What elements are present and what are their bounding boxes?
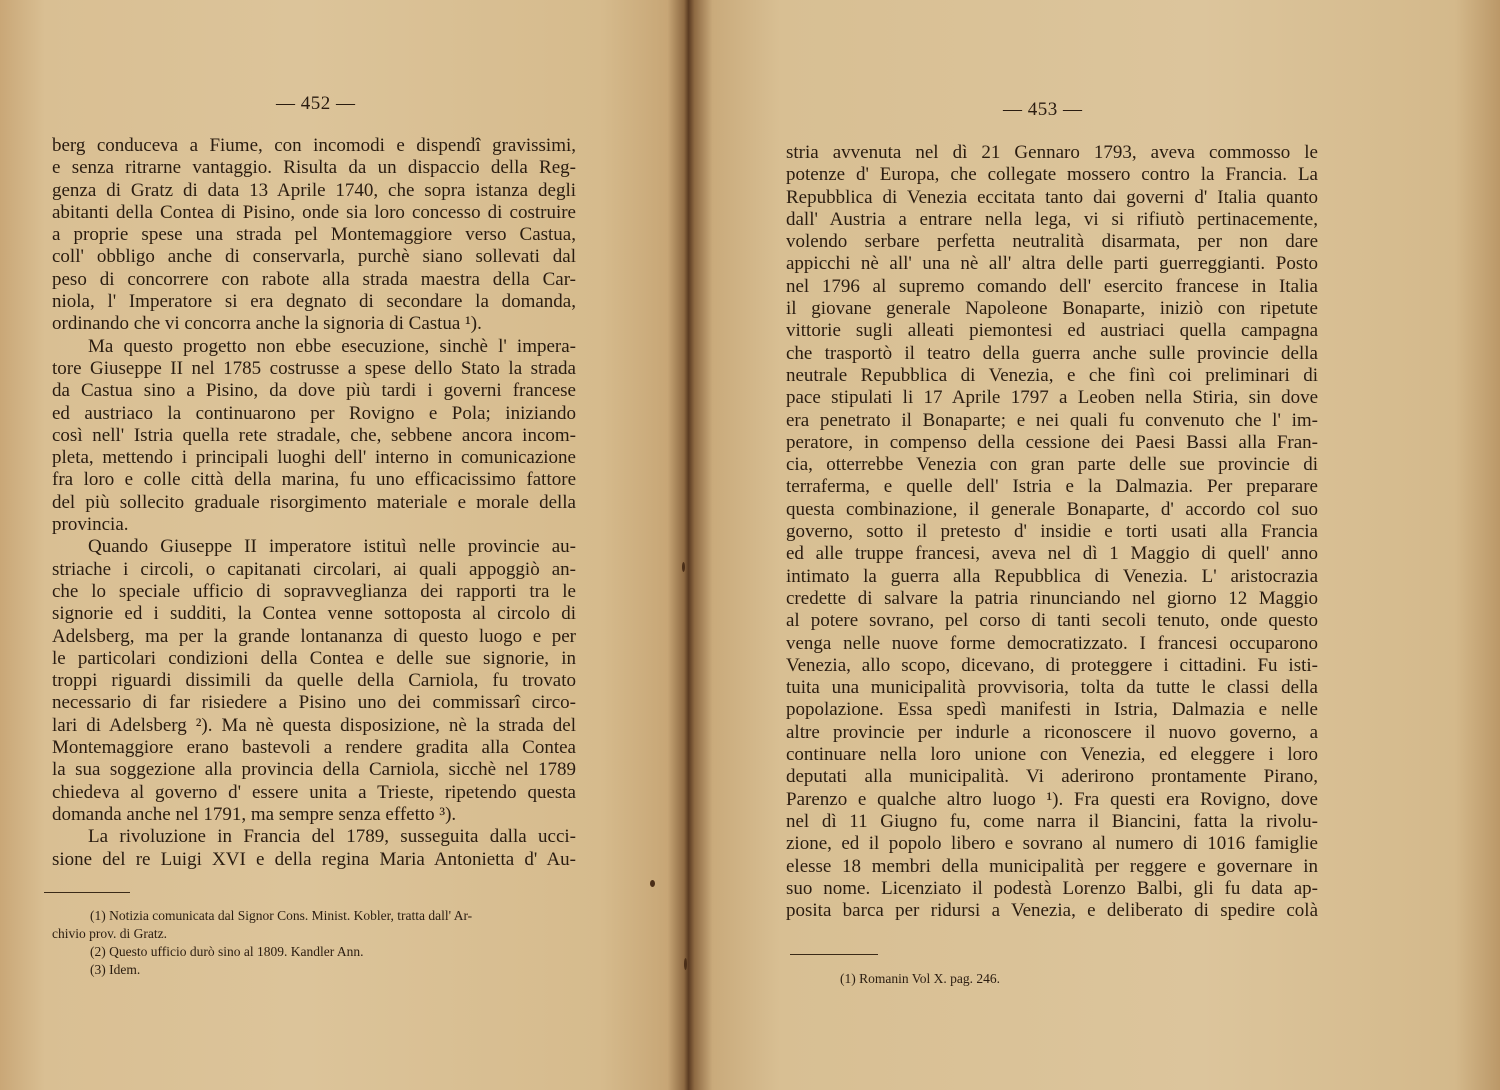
text-line: vittorie sugli alleati piemontesi ed austriaci quella campagna — [786, 320, 1318, 342]
text-line: terraferma, e quelle dell' Istria e la Dalmazia. Per preparare — [786, 476, 1318, 498]
text-line: Montemaggiore erano bastevoli a rendere gradita alla Contea — [52, 737, 576, 759]
text-line: credette di salvare la patria rinunciando nel giorno 12 Maggio — [786, 587, 1318, 609]
text-line: tuita una municipalità provvisoria, tolta da tutte le classi della — [786, 677, 1318, 699]
text-line: che lo speciale ufficio di sopravveglianza dei rapporti tra le — [52, 580, 576, 602]
text-line: necessario di far risiedere a Pisino uno dei commissarî circo- — [52, 692, 576, 714]
text-line: pace stipulati li 17 Aprile 1797 a Leoben nella Stiria, sin dove — [786, 387, 1318, 409]
ink-spot — [684, 958, 687, 970]
text-line: striache i circoli, o capitanati circolari, ai quali appoggiò an- — [52, 558, 576, 580]
text-line: potenze d' Europa, che collegate mossero contro la Francia. La — [786, 164, 1318, 186]
right-page-number: — 453 — — [1003, 99, 1083, 120]
text-line: neutrale Repubblica di Venezia, e che finì coi preliminari di — [786, 364, 1318, 386]
left-page-number: — 452 — — [276, 93, 356, 114]
text-line: suo nome. Licenziato il podestà Lorenzo Balbi, gli fu data ap- — [786, 877, 1318, 899]
left-footnotes — [52, 907, 592, 979]
footnote: (2) Questo ufficio durò sino al 1809. Kandler Ann. — [90, 944, 364, 959]
text-line: ed alle truppe francesi, aveva nel dì 1 Maggio di quell' anno — [786, 543, 1318, 565]
text-line: elesse 18 membri della municipalità per reggere e governare in — [786, 855, 1318, 877]
text-line: Ma questo progetto non ebbe esecuzione, sinchè l' impera- — [88, 335, 576, 357]
text-line: governo, sotto il pretesto d' insidie e torti usati alla Francia — [786, 521, 1318, 543]
text-line: e senza ritrarne vantaggio. Risulta da un dispaccio della Reg- — [52, 157, 576, 179]
text-line: nel 1796 al supremo comando dell' esercito francese in Italia — [786, 275, 1318, 297]
footnote-divider — [790, 954, 878, 955]
text-line: volendo serbare perfetta neutralità disarmata, per non dare — [786, 231, 1318, 253]
text-line: lari di Adelsberg ²). Ma nè questa disposizione, nè la strada del — [52, 714, 576, 736]
text-line: ordinando che vi concorra anche la signoria di Castua ¹). — [52, 313, 482, 335]
text-line: coll' obbligo anche di conservarla, purchè siano sollevati dal — [52, 246, 576, 268]
text-line: La rivoluzione in Francia del 1789, susseguita dalla ucci- — [88, 826, 576, 848]
text-line: Parenzo e qualche altro luogo ¹). Fra questi era Rovigno, dove — [786, 788, 1318, 810]
footnote: chivio prov. di Gratz. — [52, 926, 167, 941]
text-line: tore Giuseppe II nel 1785 costrusse a spese dello Stato la strada — [52, 357, 576, 379]
ink-spot — [682, 562, 685, 572]
text-line: la sua soggezione alla provincia della Carniola, sicchè nel 1789 — [52, 759, 576, 781]
text-line: Repubblica di Venezia eccitata tanto dai governi d' Italia quanto — [786, 186, 1318, 208]
text-line: troppi riguardi dissimili da quelle della Carniola, fu trovato — [52, 670, 576, 692]
text-line: popolazione. Essa spedì manifesti in Istria, Dalmazia e nelle — [786, 699, 1318, 721]
ink-spot — [650, 880, 655, 887]
text-line: altre provincie per indurle a riconoscere il nuovo governo, a — [786, 721, 1318, 743]
text-line: zione, ed il popolo libero e sovrano al numero di 1016 famiglie — [786, 833, 1318, 855]
right-footnotes — [840, 970, 1340, 988]
text-line: abitanti della Contea di Pisino, onde sia loro concesso di costruire — [52, 201, 576, 223]
text-line: niola, l' Imperatore si era degnato di secondare la domanda, — [52, 291, 576, 313]
text-line: chiedeva al governo d' essere unita a Trieste, ripetendo questa — [52, 781, 576, 803]
text-line: da Castua sino a Pisino, da dove più tardi i governi francese — [52, 380, 576, 402]
text-line: cia, otterrebbe Venezia con gran parte delle sue provincie di — [786, 454, 1318, 476]
text-line: appicchi nè all' una nè all' altra delle parti guerreggianti. Posto — [786, 253, 1318, 275]
text-line: Venezia, allo scopo, dicevano, di proteggere i cittadini. Fu isti- — [786, 654, 1318, 676]
text-line: era penetrato il Bonaparte; e nei quali fu convenuto che l' im- — [786, 409, 1318, 431]
text-line: Quando Giuseppe II imperatore istituì nelle provincie au- — [88, 536, 576, 558]
text-line: domanda anche nel 1791, ma sempre senza effetto ³). — [52, 803, 457, 825]
text-line: posita barca per ridursi a Venezia, e deliberato di spedire colà — [786, 900, 1318, 922]
footnote-divider — [44, 892, 130, 893]
text-line: deputati alla municipalità. Vi aderirono prontamente Pirano, — [786, 766, 1318, 788]
text-line: peratore, in compenso della cessione dei Paesi Bassi alla Fran- — [786, 431, 1318, 453]
text-line: venga nelle nuove forme democratizzato. I francesi occuparono — [786, 632, 1318, 654]
right-page — [690, 0, 1500, 1090]
text-line: stria avvenuta nel dì 21 Gennaro 1793, aveva commosso le — [786, 142, 1318, 163]
footnote: (3) Idem. — [90, 962, 141, 977]
text-line: ed austriaco la continuarono per Rovigno e Pola; iniziando — [52, 402, 576, 424]
text-line: peso di concorrere con rabote alla strada maestra della Car- — [52, 268, 576, 290]
text-line: al potere sovrano, pel corso di tanti secoli tenuto, onde questo — [786, 610, 1318, 632]
text-line: le particolari condizioni della Contea e delle sue signorie, in — [52, 647, 576, 669]
text-line: Adelsberg, ma per la grande lontananza di questo luogo e per — [52, 625, 576, 647]
text-line: che trasportò il teatro della guerra anche sulle provincie della — [786, 342, 1318, 364]
text-line: dall' Austria a entrare nella lega, vi si rifiutò pertinacemente, — [786, 208, 1318, 230]
text-line: questa combinazione, il generale Bonaparte, d' accordo col suo — [786, 498, 1318, 520]
text-line: nel dì 11 Giugno fu, come narra il Biancini, fatta la rivolu- — [786, 810, 1318, 832]
text-line: berg conduceva a Fiume, con incomodi e dispendî gravissimi, — [52, 135, 576, 156]
left-page-body — [52, 135, 576, 871]
text-line: continuare nella loro unione con Venezia, ed eleggere i loro — [786, 744, 1318, 766]
text-line: signorie ed i sudditi, la Contea venne sottoposta al circolo di — [52, 603, 576, 625]
text-line: del più sollecito graduale risorgimento materiale e morale della — [52, 491, 576, 513]
text-line: così nell' Istria quella rete stradale, che, sebbene ancora incom- — [52, 424, 576, 446]
text-line: sione del re Luigi XVI e della regina Maria Antonietta d' Au- — [52, 848, 576, 870]
left-page — [0, 0, 680, 1090]
text-line: fra loro e colle città della marina, fu uno efficacissimo fattore — [52, 469, 576, 491]
text-line: provincia. — [52, 514, 129, 536]
text-line: genza di Gratz di data 13 Aprile 1740, che sopra istanza degli — [52, 179, 576, 201]
text-line: il giovane generale Napoleone Bonaparte, iniziò con ripetute — [786, 298, 1318, 320]
text-line: a proprie spese una strada pel Montemaggiore verso Castua, — [52, 224, 576, 246]
text-line: pleta, mettendo i principali luoghi dell' interno in comunicazione — [52, 447, 576, 469]
text-line: intimato la guerra alla Repubblica di Venezia. L' aristocrazia — [786, 565, 1318, 587]
footnote: (1) Romanin Vol X. pag. 246. — [840, 971, 1000, 986]
footnote: (1) Notizia comunicata dal Signor Cons. Minist. Kobler, tratta dall' Ar- — [90, 908, 473, 923]
right-page-body — [786, 142, 1318, 922]
